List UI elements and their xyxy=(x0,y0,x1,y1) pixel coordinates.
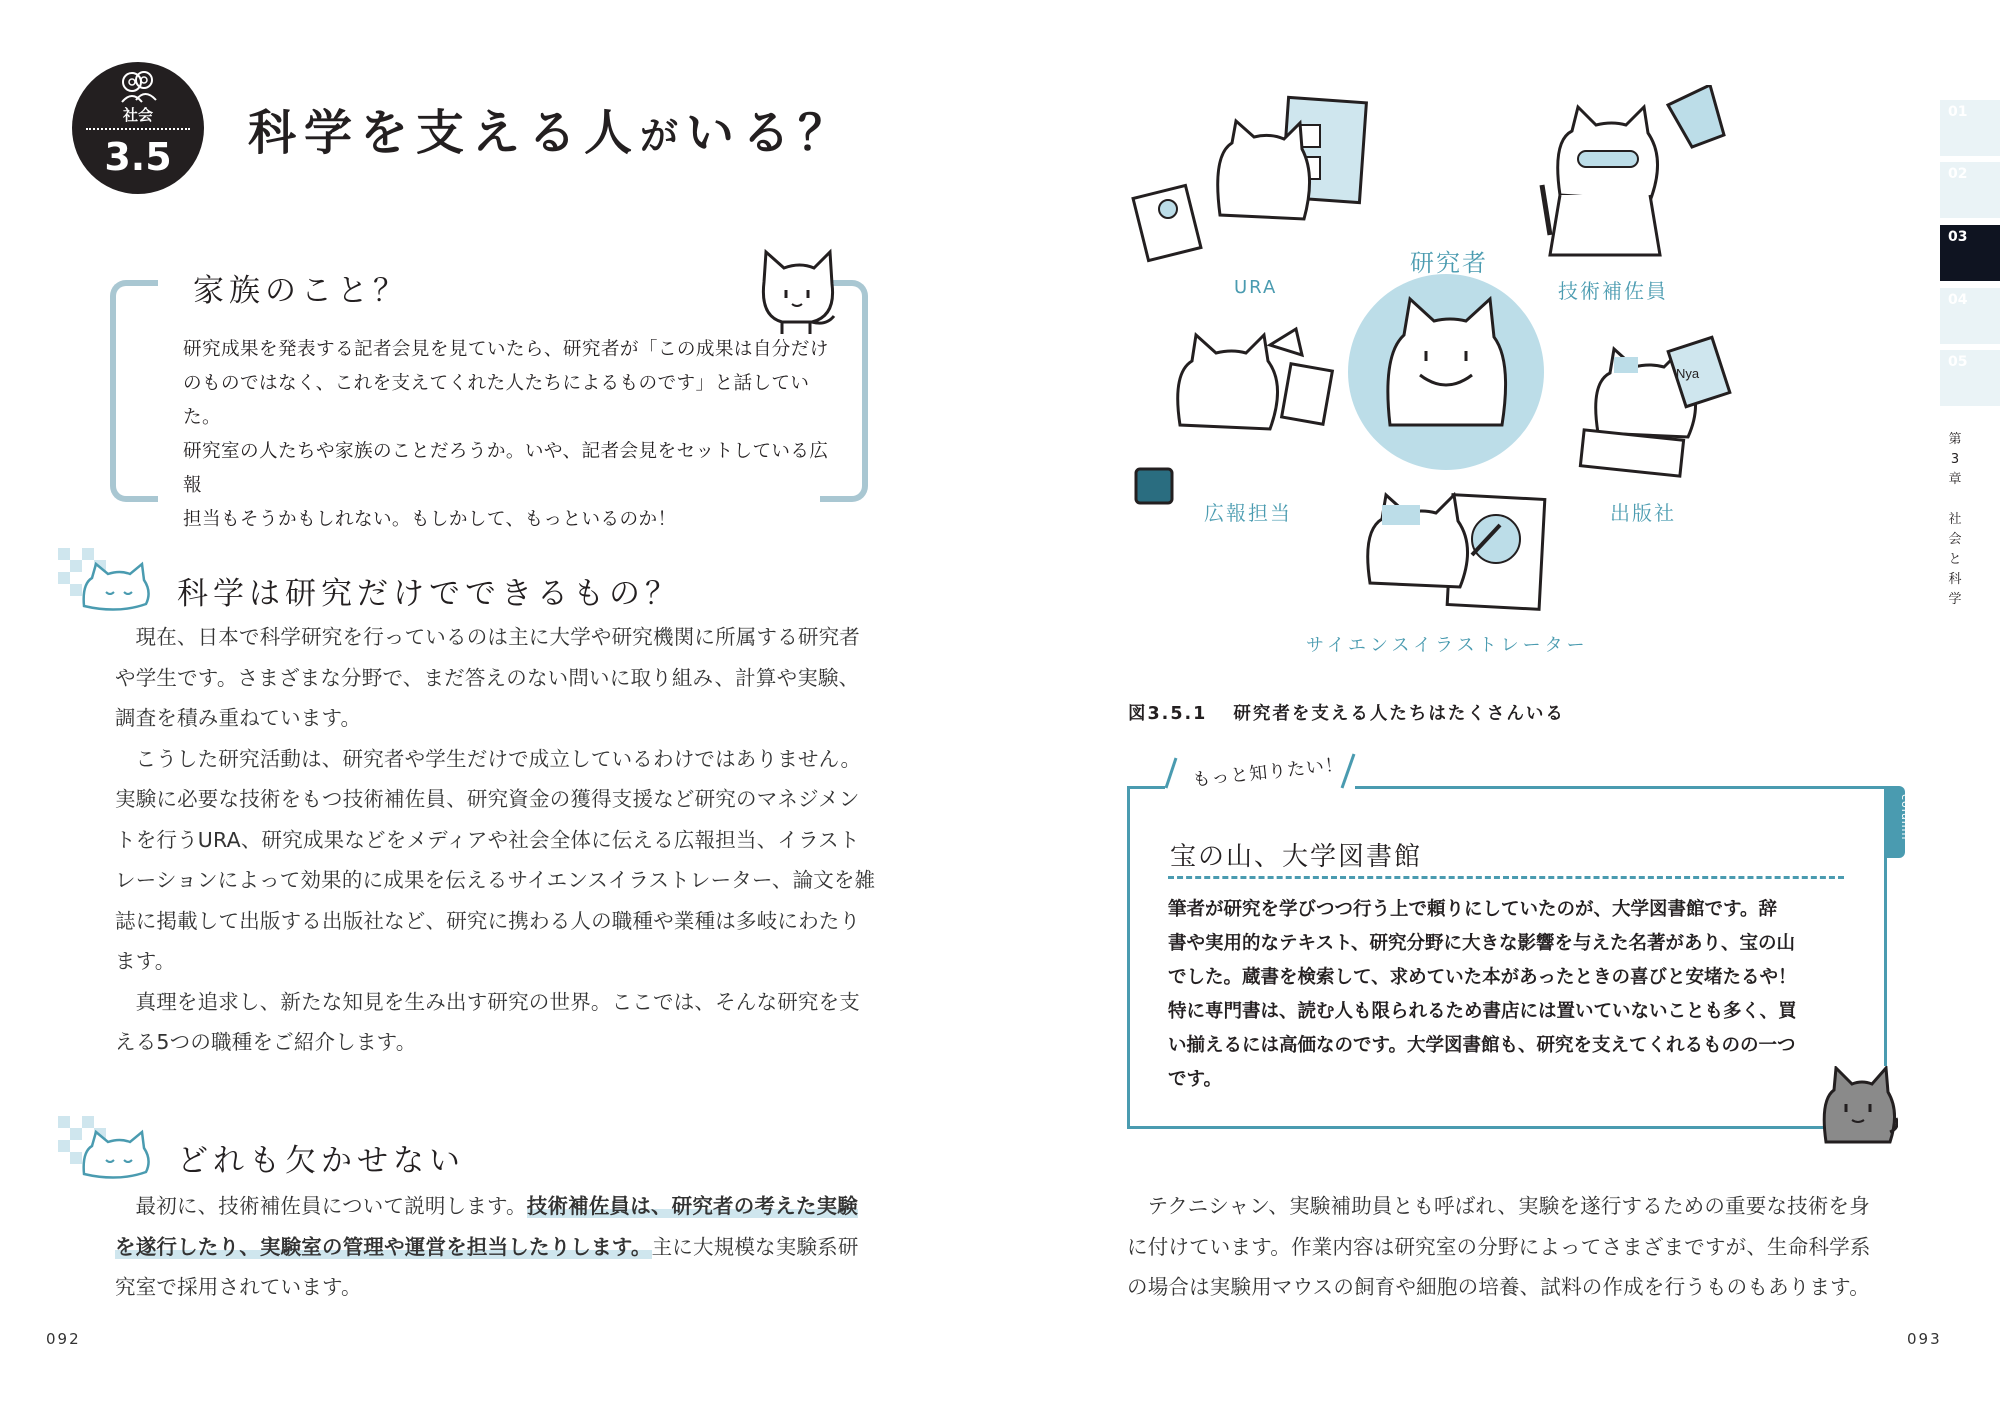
page-number: 092 xyxy=(46,1330,81,1348)
section-heading: 科学は研究だけでできるもの？ xyxy=(177,576,681,612)
role-label-tech: 技術補佐員 xyxy=(1558,279,1668,303)
column-border xyxy=(1355,786,1887,789)
gray-cat-icon xyxy=(1818,1066,1898,1150)
paragraph-outro: 主に大規模な実験系研究室で採用されています。 xyxy=(115,1234,859,1299)
nya-text: Nya xyxy=(1676,366,1700,381)
family-line: 担当もそうかもしれない。もしかして、もっといるのか！ xyxy=(183,509,677,530)
body-text-left-bottom xyxy=(115,1186,877,1308)
role-label-pr: 広報担当 xyxy=(1204,501,1292,525)
paragraph xyxy=(115,1186,877,1308)
family-line: 研究室の人たちや家族のことだろうか。いや、記者会見をセットしている広報 xyxy=(183,441,829,496)
cat-icon xyxy=(752,246,847,336)
badge-divider xyxy=(86,128,190,130)
column-title: 宝の山、大学図書館 xyxy=(1170,842,1423,872)
body-text-right xyxy=(1127,1186,1889,1308)
family-text xyxy=(183,333,843,537)
index-tab-05[interactable]: 05 xyxy=(1940,350,2000,406)
index-tab-04[interactable]: 04 xyxy=(1940,288,2000,344)
figure-number: 図3.5.1 xyxy=(1128,704,1208,724)
chapter-char: 科 xyxy=(1948,572,1962,587)
chapter-char: 学 xyxy=(1948,592,1962,607)
body-text-left xyxy=(115,617,877,1063)
column-text xyxy=(1168,893,1854,1097)
chapter-char: 第 xyxy=(1948,432,1962,447)
paragraph: テクニシャン、実験補助員とも呼ばれ、実験を遂行するための重要な技術を身に付けています。作業内容は研究室の分野によってさまざまですが、生命科学系の場合は実験用マウスの飼育や細胞の培養、試料の作成を行うものもあります。 xyxy=(1127,1194,1871,1299)
chapter-label xyxy=(1945,430,1965,610)
family-line: 研究成果を発表する記者会見を見ていたら、研究者が「この成果は自分だけ xyxy=(183,339,829,360)
index-tab-01[interactable]: 01 xyxy=(1940,100,2000,156)
figure-caption xyxy=(1128,700,1565,725)
section-number: 3.5 xyxy=(104,135,172,179)
column-tab-label: column xyxy=(1899,794,1912,841)
title-small: が xyxy=(640,114,687,158)
title-part1: 科学を支える人 xyxy=(248,105,641,161)
family-line: のものではなく、これを支えてくれた人たちによるものです」と話していた。 xyxy=(183,373,810,428)
chapter-char: 社 xyxy=(1948,512,1962,527)
title-part2: いる？ xyxy=(686,105,855,161)
diagram-labels xyxy=(1120,85,1760,665)
section-heading: どれも欠かせない xyxy=(177,1143,465,1179)
column-line: でした。蔵書を検索して、求めていた本があったときの喜びと安堵たるや！ xyxy=(1168,967,1797,988)
paragraph: 現在、日本で科学研究を行っているのは主に大学や研究機関に所属する研究者や学生です。さまざまな分野で、まだ答えのない問いに取り組み、計算や実験、調査を積み重ねています。 xyxy=(115,625,860,730)
column-line: い揃えるには高価なのです。大学図書館も、研究を支えてくれるものの一つ xyxy=(1168,1035,1796,1056)
figure-caption-text: 研究者を支える人たちはたくさんいる xyxy=(1233,704,1565,724)
column-kicker: もっと知りたい！ xyxy=(1191,754,1345,791)
paragraph-intro: 最初に、技術補佐員について説明します。 xyxy=(135,1194,527,1218)
page-title xyxy=(248,94,854,163)
role-label-publisher: 出版社 xyxy=(1610,501,1676,525)
page-number: 093 xyxy=(1907,1330,1942,1348)
column-line: 特に専門書は、読む人も限られるため書店には置いていないことも多く、買 xyxy=(1168,1001,1797,1022)
paragraph: こうした研究活動は、研究者や学生だけで成立しているわけではありません。実験に必要な技術をもつ技術補佐員、研究資金の獲得支援など研究のマネジメントを行うURA、研究成果などをメディアや社会全体に伝える広報担当、イラストレーションによって効果的に成果を伝えるサイエンスイラストレーター、論文を雑誌に掲載して出版する出版社など、研究に携わる人の職種や業種は多岐にわたります。 xyxy=(115,746,876,973)
column-line: です。 xyxy=(1168,1069,1223,1090)
chapter-char: 3 xyxy=(1950,452,1960,467)
highlighted-text: 技術補佐員は、研究者の考えた実験を遂行したり、実験室の管理や運営を担当したりします。 xyxy=(115,1194,858,1259)
people-icon xyxy=(118,70,158,104)
chapter-char: 章 xyxy=(1948,472,1962,487)
badge-label: 社会 xyxy=(122,106,153,124)
checker-cat-icon xyxy=(58,1116,158,1186)
index-tab-02[interactable]: 02 xyxy=(1940,162,2000,218)
chapter-gap xyxy=(1945,490,1965,510)
column-line: 書や実用的なテキスト、研究分野に大きな影響を与えた名著があり、宝の山 xyxy=(1168,933,1795,954)
paragraph: 真理を追求し、新たな知見を生み出す研究の世界。ここでは、そんな研究を支える5つの職種をご紹介します。 xyxy=(115,989,860,1054)
role-label-ura: URA xyxy=(1234,277,1278,298)
column-line: 筆者が研究を学びつつ行う上で頼りにしていたのが、大学図書館です。辞 xyxy=(1168,899,1778,920)
checker-cat-icon xyxy=(58,548,158,618)
chapter-char: 会 xyxy=(1948,532,1962,547)
column-divider xyxy=(1168,876,1844,879)
bracket-left xyxy=(110,280,158,502)
index-tab-03[interactable]: 03 xyxy=(1940,225,2000,281)
section-badge xyxy=(72,62,204,194)
chapter-char: と xyxy=(1948,552,1962,567)
family-title: 家族のこと？ xyxy=(185,265,417,310)
role-label-center: 研究者 xyxy=(1410,249,1488,277)
role-label-illustrator: サイエンスイラストレーター xyxy=(1306,635,1589,656)
